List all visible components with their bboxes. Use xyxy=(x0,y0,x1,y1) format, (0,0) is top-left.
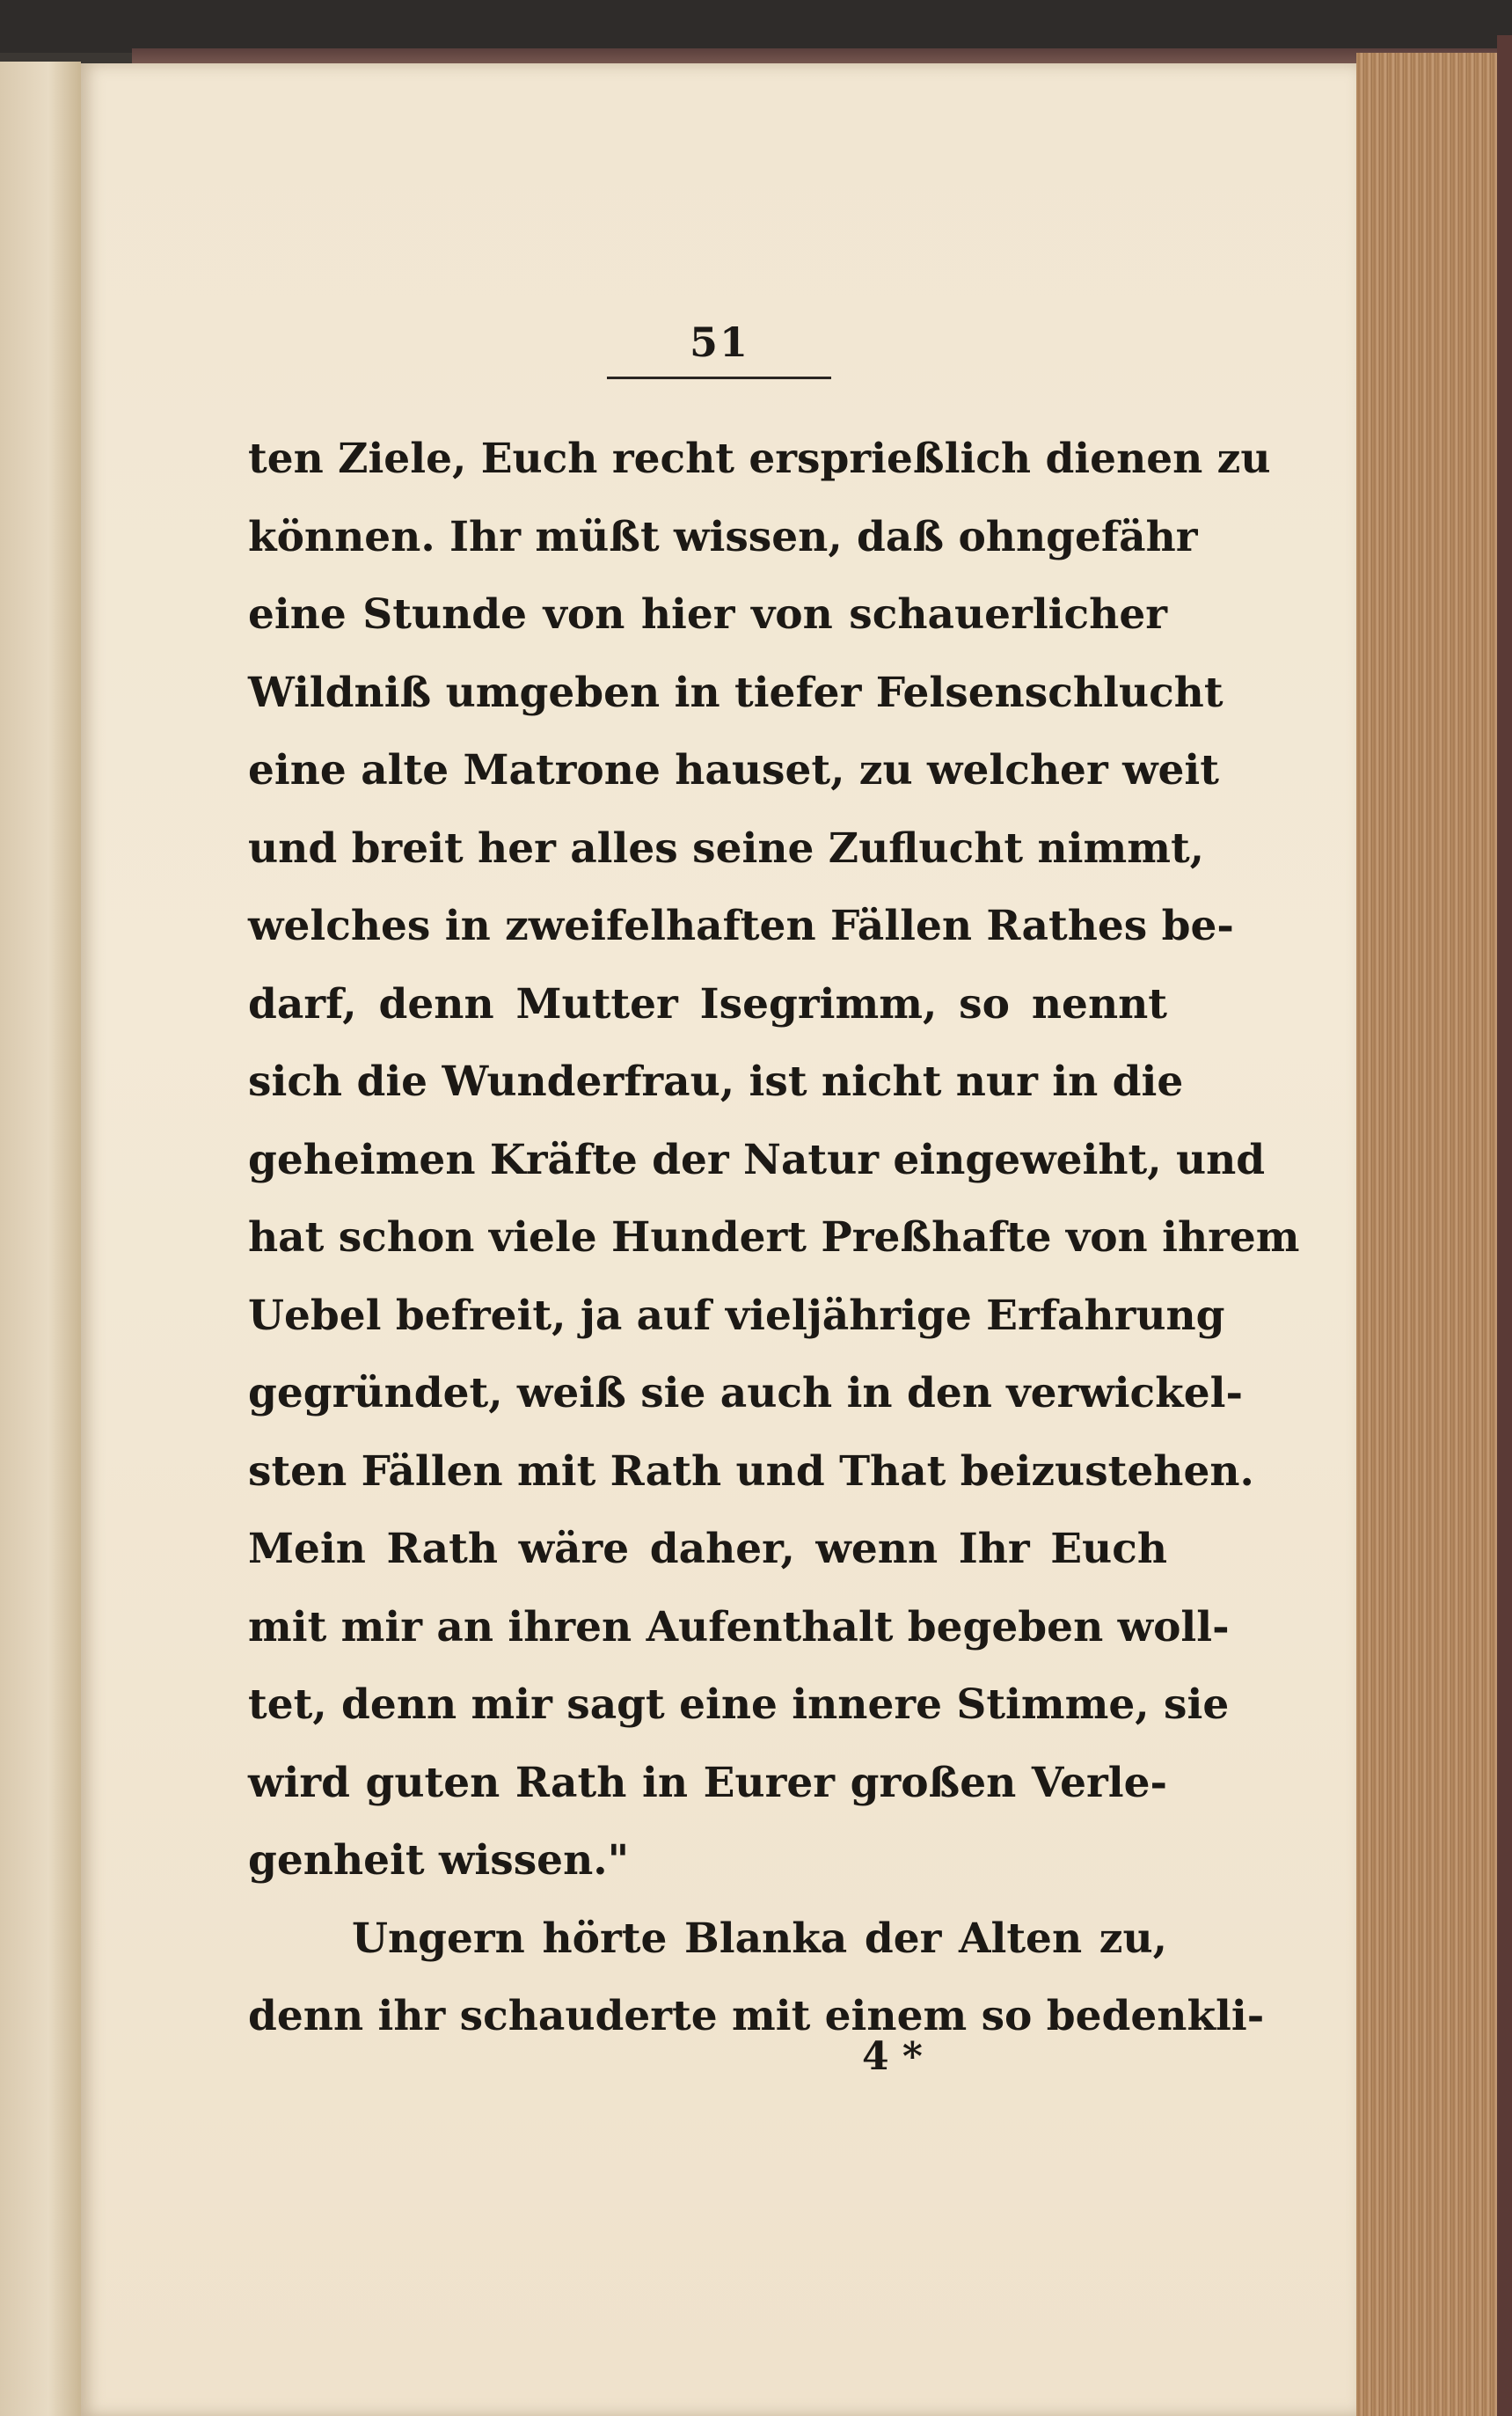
page-block-edges xyxy=(1356,53,1497,2416)
text-line: sich die Wunderfrau, ist nicht nur in die xyxy=(248,1058,1184,1106)
text-line: gegründet, weiß sie auch in den verwickel- xyxy=(248,1369,1244,1417)
text-line: und breit her alles seine Zuflucht nimmt, xyxy=(248,824,1205,873)
book-cover-right-edge xyxy=(1497,35,1512,2416)
text-line: ten Ziele, Euch recht ersprießlich dienen zu xyxy=(248,435,1271,483)
text-line: eine Stunde von hier von schauerlicher xyxy=(248,590,1167,639)
text-line: welches in zweifelhaften Fällen Rathes be- xyxy=(248,902,1234,950)
text-line: tet, denn mir sagt eine innere Stimme, sie xyxy=(248,1680,1230,1729)
text-line: mit mir an ihren Aufenthalt begeben woll- xyxy=(248,1602,1230,1651)
background-top xyxy=(0,0,1512,53)
text-line: Mein Rath wäre daher, wenn Ihr Euch xyxy=(248,1525,1167,1573)
text-line: können. Ihr müßt wissen, daß ohngefähr xyxy=(248,512,1198,561)
page-number: 51 xyxy=(689,318,749,366)
body-text xyxy=(248,421,1300,2056)
text-line: geheimen Kräfte der Natur eingeweiht, und xyxy=(248,1135,1266,1184)
text-line: genheit wissen." xyxy=(248,1836,630,1885)
text-line: wird guten Rath in Eurer großen Verle- xyxy=(248,1758,1167,1807)
text-line: Uebel befreit, ja auf vieljährige Erfahrung xyxy=(248,1291,1225,1340)
text-line: Ungern hörte Blanka der Alten zu, xyxy=(352,1914,1167,1963)
text-line: eine alte Matrone hauset, zu welcher weit xyxy=(248,746,1219,794)
text-line: Wildniß umgeben in tiefer Felsenschlucht xyxy=(248,668,1223,717)
text-line: sten Fällen mit Rath und That beizustehen. xyxy=(248,1446,1254,1496)
page-number-rule xyxy=(607,377,831,379)
signature-mark: 4 * xyxy=(862,2034,923,2079)
previous-page-edge xyxy=(0,62,81,2416)
text-line: hat schon viele Hundert Preßhafte von ihrem xyxy=(248,1213,1300,1262)
text-line: darf, denn Mutter Isegrimm, so nennt xyxy=(248,979,1167,1029)
text-line: denn ihr schauderte mit einem so bedenkli- xyxy=(248,1992,1265,2040)
